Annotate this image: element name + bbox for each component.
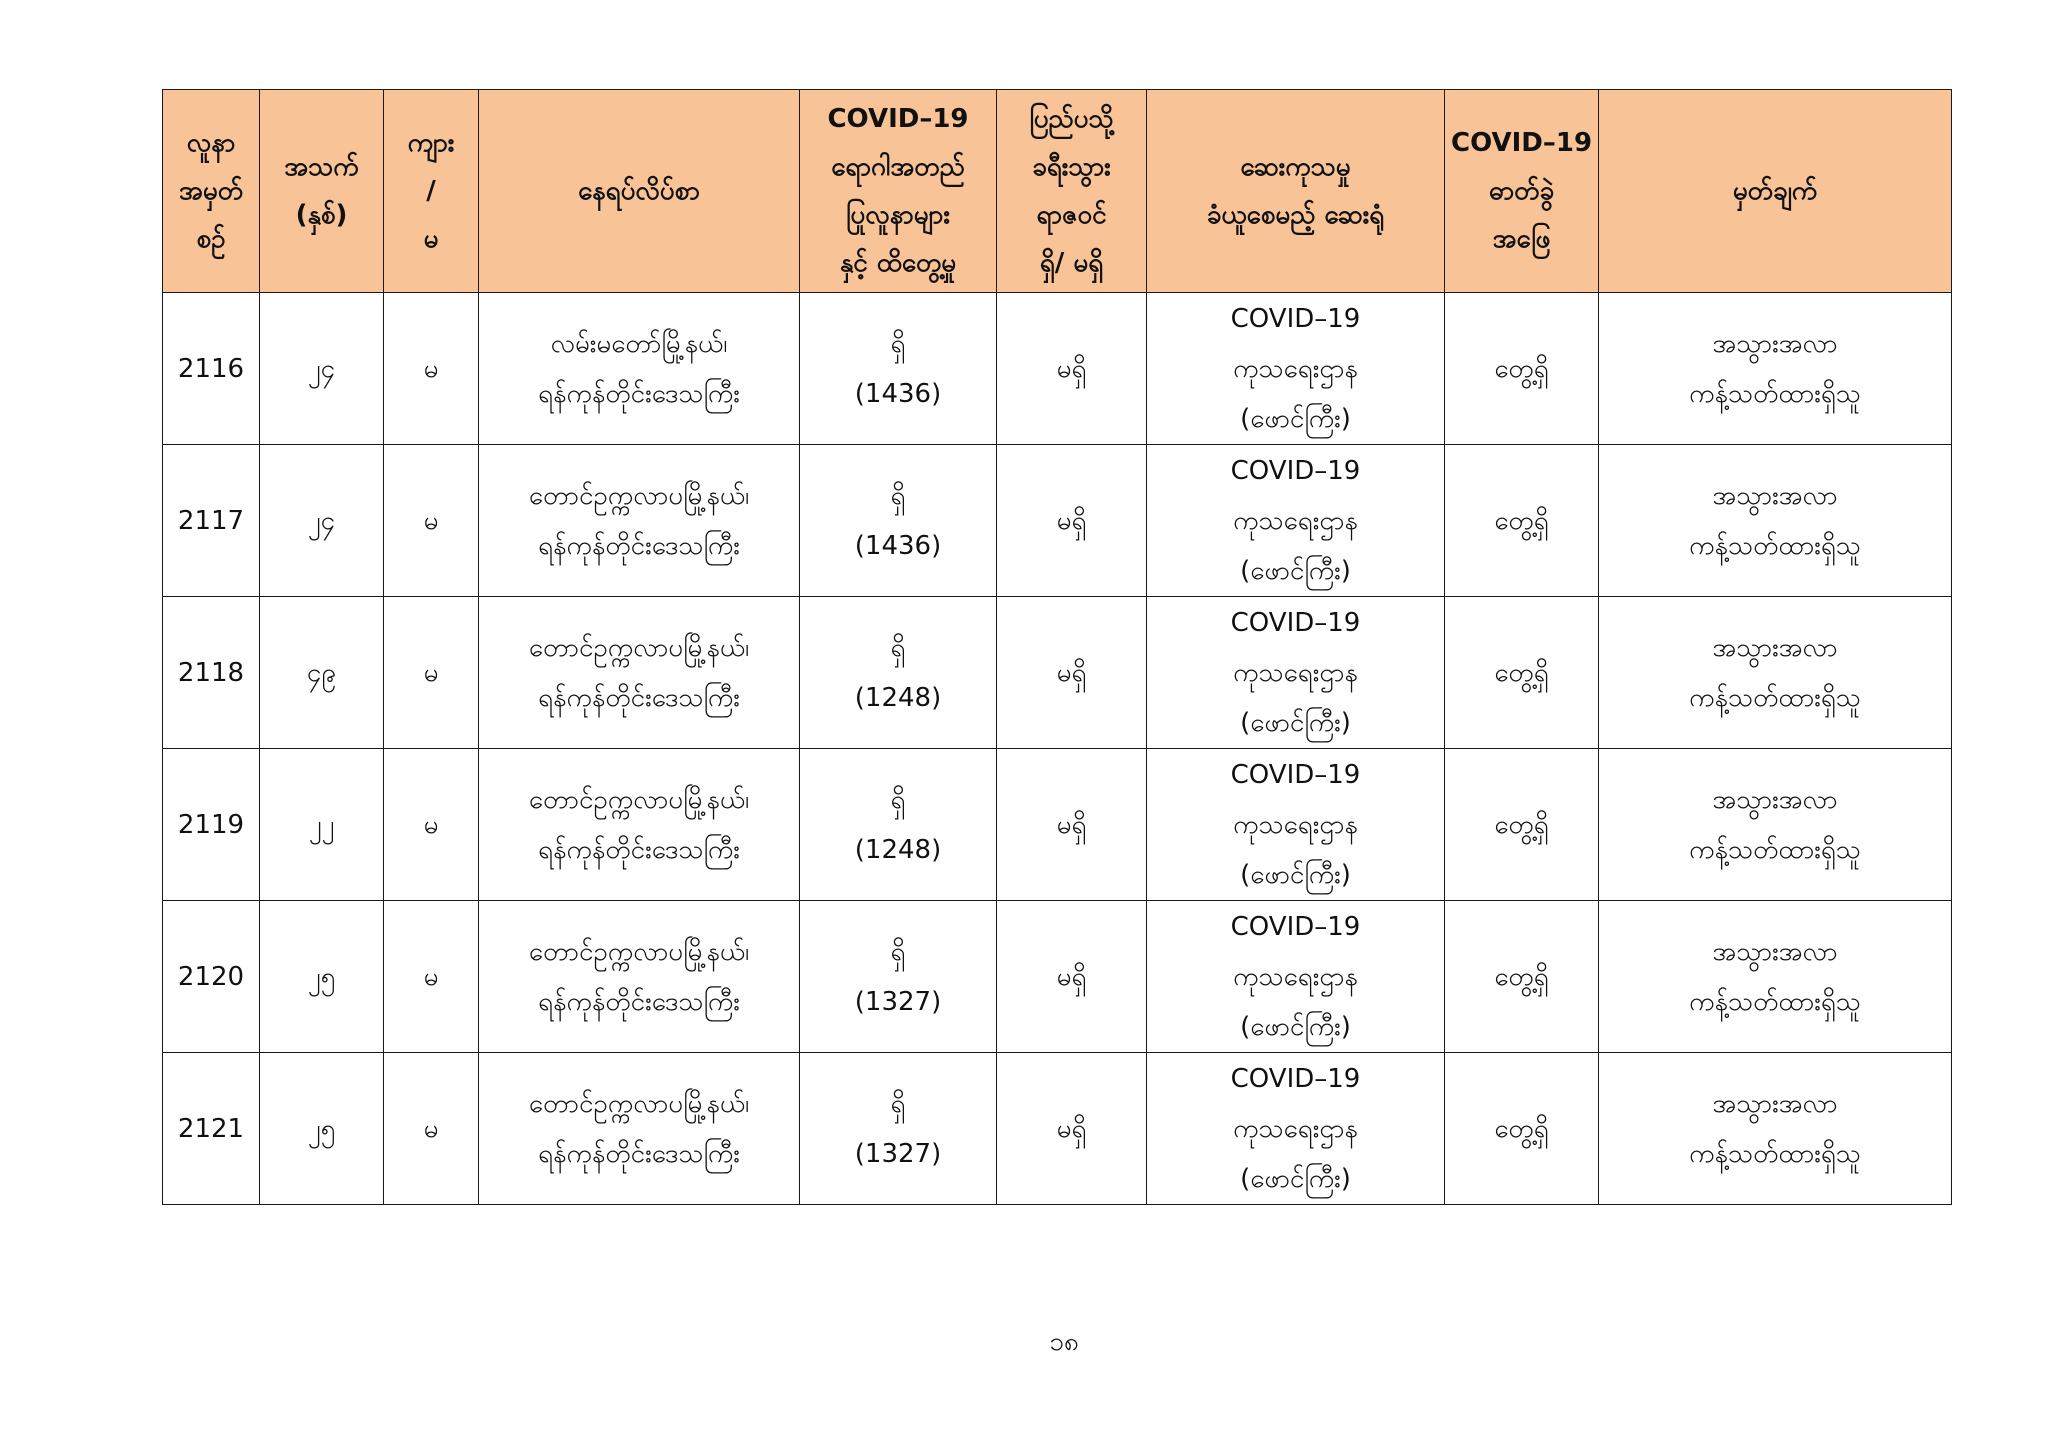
- header-result: [1445, 90, 1599, 293]
- remark-line: ကန့်သတ်ထားရှိသူ: [1689, 378, 1861, 409]
- header-travel-line: ရာဇဝင်: [1036, 200, 1107, 230]
- cell-hospital: [1147, 901, 1445, 1053]
- cell-address: [479, 293, 800, 445]
- address-line: ရန်ကုန်တိုင်းဒေသကြီး: [538, 378, 740, 409]
- cell-serial: 2119: [163, 749, 260, 901]
- cell-hospital: [1147, 749, 1445, 901]
- contact-line: ရှိ: [890, 632, 906, 663]
- table-row: [163, 445, 1952, 597]
- remark-line: ကန့်သတ်ထားရှိသူ: [1689, 530, 1861, 561]
- cell-travel: မရှိ: [997, 293, 1147, 445]
- contact-line: (1248): [854, 834, 942, 865]
- cell-sex: မ: [384, 597, 479, 749]
- cell-remark: [1599, 1053, 1952, 1205]
- address-line: လမ်းမတော်မြို့နယ်၊: [550, 328, 728, 359]
- hospital-line: (ဖောင်ကြီး): [1240, 555, 1351, 586]
- hospital-line: COVID–19: [1230, 455, 1361, 486]
- cell-remark: [1599, 293, 1952, 445]
- cell-age: ၂၄: [260, 445, 384, 597]
- header-travel-line: ခရီးသွား: [1032, 152, 1111, 182]
- header-contact: [800, 90, 997, 293]
- cell-hospital: [1147, 293, 1445, 445]
- hospital-line: (ဖောင်ကြီး): [1240, 1011, 1351, 1042]
- header-sex-line: /: [426, 176, 436, 206]
- header-contact-line: ရောဂါအတည်: [831, 152, 965, 182]
- hospital-line: COVID–19: [1230, 1063, 1361, 1094]
- header-sex-line: ကျား: [407, 128, 455, 158]
- header-sex: [384, 90, 479, 293]
- cell-address: [479, 597, 800, 749]
- hospital-line: (ဖောင်ကြီး): [1240, 403, 1351, 434]
- remark-line: ကန့်သတ်ထားရှိသူ: [1689, 682, 1861, 713]
- cell-sex: မ: [384, 1053, 479, 1205]
- contact-line: ရှိ: [890, 1088, 906, 1119]
- remark-line: ကန့်သတ်ထားရှိသူ: [1689, 986, 1861, 1017]
- page-number: ၁၈: [1049, 1327, 1079, 1357]
- cell-contact: [800, 1053, 997, 1205]
- cell-remark: [1599, 901, 1952, 1053]
- cell-age: ၂၄: [260, 293, 384, 445]
- header-contact-line: COVID–19: [827, 104, 969, 134]
- contact-line: ရှိ: [890, 784, 906, 815]
- header-result-line: COVID–19: [1451, 128, 1593, 158]
- cell-age: ၂၂: [260, 749, 384, 901]
- cell-result: တွေ့ရှိ: [1445, 597, 1599, 749]
- hospital-line: COVID–19: [1230, 607, 1361, 638]
- cell-sex: မ: [384, 293, 479, 445]
- remark-line: ကန့်သတ်ထားရှိသူ: [1689, 1138, 1861, 1169]
- cell-contact: [800, 445, 997, 597]
- cell-hospital: [1147, 597, 1445, 749]
- cell-hospital: [1147, 445, 1445, 597]
- contact-line: ရှိ: [890, 480, 906, 511]
- cell-remark: [1599, 597, 1952, 749]
- cell-age: ၂၅: [260, 1053, 384, 1205]
- header-hospital-line: ခံယူစေမည့် ဆေးရုံ: [1206, 200, 1385, 230]
- header-serial-line: လူနာ: [186, 128, 236, 158]
- header-hospital-line: ဆေးကုသမှု: [1240, 152, 1351, 182]
- hospital-line: ကုသရေးဌာန: [1233, 505, 1358, 536]
- hospital-line: (ဖောင်ကြီး): [1240, 1163, 1351, 1194]
- hospital-line: (ဖောင်ကြီး): [1240, 859, 1351, 890]
- cell-serial: 2120: [163, 901, 260, 1053]
- remark-line: အသွားအလာ: [1712, 328, 1838, 359]
- table-row: [163, 901, 1952, 1053]
- cell-serial: 2121: [163, 1053, 260, 1205]
- cell-hospital: [1147, 1053, 1445, 1205]
- contact-line: (1436): [854, 378, 942, 409]
- header-hospital: [1147, 90, 1445, 293]
- contact-line: ရှိ: [890, 328, 906, 359]
- address-line: တောင်ဥက္ကလာပမြို့နယ်၊: [528, 480, 750, 511]
- cell-result: တွေ့ရှိ: [1445, 293, 1599, 445]
- cell-contact: [800, 597, 997, 749]
- cell-result: တွေ့ရှိ: [1445, 445, 1599, 597]
- remark-line: အသွားအလာ: [1712, 632, 1838, 663]
- contact-line: (1248): [854, 682, 942, 713]
- contact-line: (1436): [854, 530, 942, 561]
- cell-travel: မရှိ: [997, 901, 1147, 1053]
- address-line: ရန်ကုန်တိုင်းဒေသကြီး: [538, 834, 740, 865]
- table-row: [163, 749, 1952, 901]
- cell-result: တွေ့ရှိ: [1445, 749, 1599, 901]
- remark-line: အသွားအလာ: [1712, 1088, 1838, 1119]
- header-travel-line: ပြည်ပသို့: [1029, 104, 1114, 134]
- cell-remark: [1599, 749, 1952, 901]
- cell-sex: မ: [384, 749, 479, 901]
- header-remark-line: မှတ်ချက်: [1732, 176, 1818, 206]
- cell-travel: မရှိ: [997, 445, 1147, 597]
- header-serial: [163, 90, 260, 293]
- remark-line: အသွားအလာ: [1712, 936, 1838, 967]
- address-line: ရန်ကုန်တိုင်းဒေသကြီး: [538, 986, 740, 1017]
- cell-sex: မ: [384, 445, 479, 597]
- hospital-line: ကုသရေးဌာန: [1233, 657, 1358, 688]
- header-address-line: နေရပ်လိပ်စာ: [578, 176, 700, 206]
- cell-address: [479, 1053, 800, 1205]
- address-line: ရန်ကုန်တိုင်းဒေသကြီး: [538, 1138, 740, 1169]
- contact-line: (1327): [854, 1138, 942, 1169]
- header-serial-line: စဉ်: [196, 224, 226, 254]
- hospital-line: COVID–19: [1230, 303, 1361, 334]
- hospital-line: COVID–19: [1230, 759, 1361, 790]
- hospital-line: ကုသရေးဌာန: [1233, 1113, 1358, 1144]
- remark-line: ကန့်သတ်ထားရှိသူ: [1689, 834, 1861, 865]
- table-row: [163, 293, 1952, 445]
- cell-result: တွေ့ရှိ: [1445, 901, 1599, 1053]
- address-line: တောင်ဥက္ကလာပမြို့နယ်၊: [528, 784, 750, 815]
- address-line: တောင်ဥက္ကလာပမြို့နယ်၊: [528, 936, 750, 967]
- header-age-line: (နှစ်): [295, 200, 348, 230]
- address-line: တောင်ဥက္ကလာပမြို့နယ်၊: [528, 632, 750, 663]
- header-serial-line: အမှတ်: [178, 176, 244, 206]
- cell-sex: မ: [384, 901, 479, 1053]
- hospital-line: COVID–19: [1230, 911, 1361, 942]
- cell-travel: မရှိ: [997, 1053, 1147, 1205]
- cell-address: [479, 749, 800, 901]
- address-line: ရန်ကုန်တိုင်းဒေသကြီး: [538, 682, 740, 713]
- cell-contact: [800, 293, 997, 445]
- cell-serial: 2116: [163, 293, 260, 445]
- cell-travel: မရှိ: [997, 597, 1147, 749]
- cell-contact: [800, 749, 997, 901]
- header-travel: [997, 90, 1147, 293]
- table-row: [163, 597, 1952, 749]
- header-sex-line: မ: [423, 224, 439, 254]
- contact-line: (1327): [854, 986, 942, 1017]
- table-row: [163, 1053, 1952, 1205]
- cell-serial: 2118: [163, 597, 260, 749]
- header-result-line: အဖြေ: [1492, 224, 1551, 254]
- remark-line: အသွားအလာ: [1712, 480, 1838, 511]
- hospital-line: ကုသရေးဌာန: [1233, 961, 1358, 992]
- header-contact-line: နှင့် ထိတွေ့မှု: [839, 248, 957, 278]
- header-address: [479, 90, 800, 293]
- header-age-line: အသက်: [284, 152, 359, 182]
- patient-table: [162, 89, 1952, 1205]
- cell-contact: [800, 901, 997, 1053]
- remark-line: အသွားအလာ: [1712, 784, 1838, 815]
- cell-remark: [1599, 445, 1952, 597]
- cell-result: တွေ့ရှိ: [1445, 1053, 1599, 1205]
- cell-age: ၂၅: [260, 901, 384, 1053]
- cell-serial: 2117: [163, 445, 260, 597]
- hospital-line: ကုသရေးဌာန: [1233, 353, 1358, 384]
- cell-age: ၄၉: [260, 597, 384, 749]
- cell-address: [479, 445, 800, 597]
- hospital-line: ကုသရေးဌာန: [1233, 809, 1358, 840]
- table-header-row: [163, 90, 1952, 293]
- header-result-line: ဓာတ်ခွဲ: [1488, 176, 1555, 206]
- header-remark: [1599, 90, 1952, 293]
- contact-line: ရှိ: [890, 936, 906, 967]
- header-travel-line: ရှိ/ မရှိ: [1039, 248, 1104, 278]
- cell-address: [479, 901, 800, 1053]
- address-line: ရန်ကုန်တိုင်းဒေသကြီး: [538, 530, 740, 561]
- address-line: တောင်ဥက္ကလာပမြို့နယ်၊: [528, 1088, 750, 1119]
- header-contact-line: ပြုလူနာများ: [846, 200, 950, 230]
- cell-travel: မရှိ: [997, 749, 1147, 901]
- hospital-line: (ဖောင်ကြီး): [1240, 707, 1351, 738]
- header-age: [260, 90, 384, 293]
